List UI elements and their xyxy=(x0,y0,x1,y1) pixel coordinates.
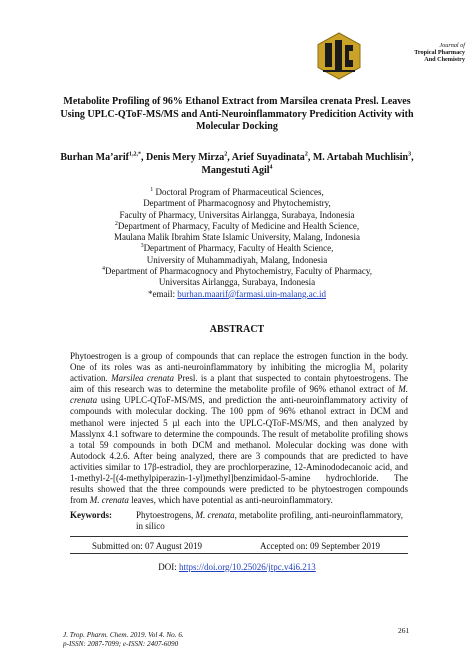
abstract-line: from M. crenata leaves, which have potential as anti-neuroinflammatory. xyxy=(70,495,333,506)
abstract-line: activation. Marsilea crenata Presl. is a plant that suspected to contain phytoestrogens. The xyxy=(70,373,409,384)
author-4-affil: 3 xyxy=(408,151,412,158)
journal-logo xyxy=(316,32,362,80)
divider-bottom xyxy=(70,553,408,554)
abstract-line: aim of this research was to determine the metabolite profile of 96% ethanol extract of M. xyxy=(70,384,408,395)
affil-line: Doctoral Program of Pharmaceutical Sciences, xyxy=(153,187,324,197)
author-1: Burhan Ma’arif xyxy=(60,152,129,163)
title-line1: Metabolite Profiling of 96% Ethanol Extract from Marsilea crenata Presl. Leaves xyxy=(63,96,411,107)
keywords-text: Phytoestrogens, M. crenata, metabolite profiling, anti-neuroinflammatory, in silico xyxy=(136,510,404,531)
abstract-line: crenata using UPLC-QToF-MS/MS, and prediction the anti-neuroinflammatory activity of xyxy=(70,395,408,406)
title-line3: Molecular Docking xyxy=(196,121,278,132)
author-5-affil: 4 xyxy=(269,164,273,171)
keywords-label: Keywords: xyxy=(70,510,112,520)
affil-3-num: 3 xyxy=(140,243,144,250)
affil-1-num: 1 xyxy=(150,187,154,193)
affil-2-num: 2 xyxy=(114,220,118,227)
abstract-line: methanol were injected 5 µl each into the UPLC-QToF-MS/MS, and then analyzed by xyxy=(70,417,408,428)
abstract-line: compounds with molecular docking. The 100 ppm of 96% ethanol extract in DCM and xyxy=(70,406,408,417)
email-link[interactable]: burhan.maarif@farmasi.uin-malang.ac.id xyxy=(177,288,326,299)
accepted-date: Accepted on: 09 September 2019 xyxy=(260,541,380,551)
page-number: 261 xyxy=(398,626,410,635)
abstract-line: Autodock 4.2.6. After being analyzed, there are 3 compounds that are predicted to have xyxy=(70,450,408,461)
abstract-line: a total 59 compounds in both DCM and methanol. Molecular docking was done with xyxy=(70,439,408,450)
affil-line: University of Muhammadiyah, Malang, Indonesia xyxy=(146,254,328,265)
author-3: , Arief Suyadinata xyxy=(227,152,305,163)
abstract-line: activities similar to 17β-estradiol, they are prochlorperazine, 12-Aminododecanoic acid, and xyxy=(70,461,408,472)
author-3-affil: 2 xyxy=(304,151,308,158)
footer-citation xyxy=(63,631,184,649)
issn-line: p-ISSN: 2087-7099; e-ISSN: 2407-6090 xyxy=(63,640,179,649)
author-2: , Denis Mery Mirza xyxy=(140,152,225,163)
author-5: Mangestuti Agil xyxy=(201,164,270,176)
journal-name xyxy=(360,42,465,64)
doi-label: DOI: xyxy=(158,562,179,572)
journal-of: Journal of xyxy=(439,42,465,49)
affiliations xyxy=(40,187,434,300)
abstract-line: Masslynx 4.1 software to determine the compounds. The result of metabolite profiling shows xyxy=(70,428,408,439)
abstract-body xyxy=(70,351,408,506)
doi-line xyxy=(40,562,434,572)
affil-line: Department of Pharmacognocy and Phytochemistry, Faculty of Pharmacy, xyxy=(104,266,372,277)
abstract-heading: ABSTRACT xyxy=(209,324,265,335)
author-2-affil: 2 xyxy=(224,151,228,158)
citation-line: J. Trop. Pharm. Chem. 2019. Vol 4. No. 6. xyxy=(63,631,184,639)
email-label: *email: xyxy=(148,288,178,299)
doi-link[interactable]: https://doi.org/10.25026/jtpc.v4i6.213 xyxy=(178,562,316,572)
abstract-line: One of its roles was as anti-neuroinflammatory by inhibiting the microglia $M_1$ polarity xyxy=(70,362,408,375)
submitted-date: Submitted on: 07 August 2019 xyxy=(92,541,203,551)
affil-line: Faculty of Pharmacy, Universitas Airlangga, Surabaya, Indonesia xyxy=(119,209,355,220)
affil-line: Maulana Malik Ibrahim State Islamic University, Malang, Indonesia xyxy=(113,232,361,243)
author-list xyxy=(40,152,434,177)
affil-line: Department of Pharmacy, Faculty of Medicine and Health Science, xyxy=(117,220,360,231)
author-sep: , xyxy=(411,152,414,163)
affil-line: Department of Pharmacognosy and Phytochemistry, xyxy=(143,198,331,209)
author-4: , M. Artabah Muchlisin xyxy=(307,152,409,163)
journal-line1: Tropical Pharmacy xyxy=(414,49,465,57)
paper-title xyxy=(40,96,434,134)
abstract-line: results showed that the three compounds were predicted to be phytoestrogen compounds xyxy=(70,484,408,495)
abstract-line: Phytoestrogen is a group of compounds that can replace the estrogen function in the body. xyxy=(70,351,408,361)
abstract-line: 1-methyl-2-[(4-methylpiperazin-1-yl)methyl]benzimidaol-5-amine hydrochloride. The xyxy=(70,473,408,484)
title-line2: Using UPLC-QToF-MS/MS and Anti-Neuroinflammatory Predicition Activity with xyxy=(60,108,414,120)
author-1-affil: 1,2,* xyxy=(128,151,141,158)
divider-top xyxy=(70,536,408,537)
affil-line: Universitas Airlangga, Surabaya, Indonesia xyxy=(158,277,316,288)
affil-4-num: 4 xyxy=(101,266,105,273)
affil-line: Department of Pharmacy, Faculty of Health Science, xyxy=(143,243,334,254)
journal-line2: And Chemistry xyxy=(424,56,465,64)
